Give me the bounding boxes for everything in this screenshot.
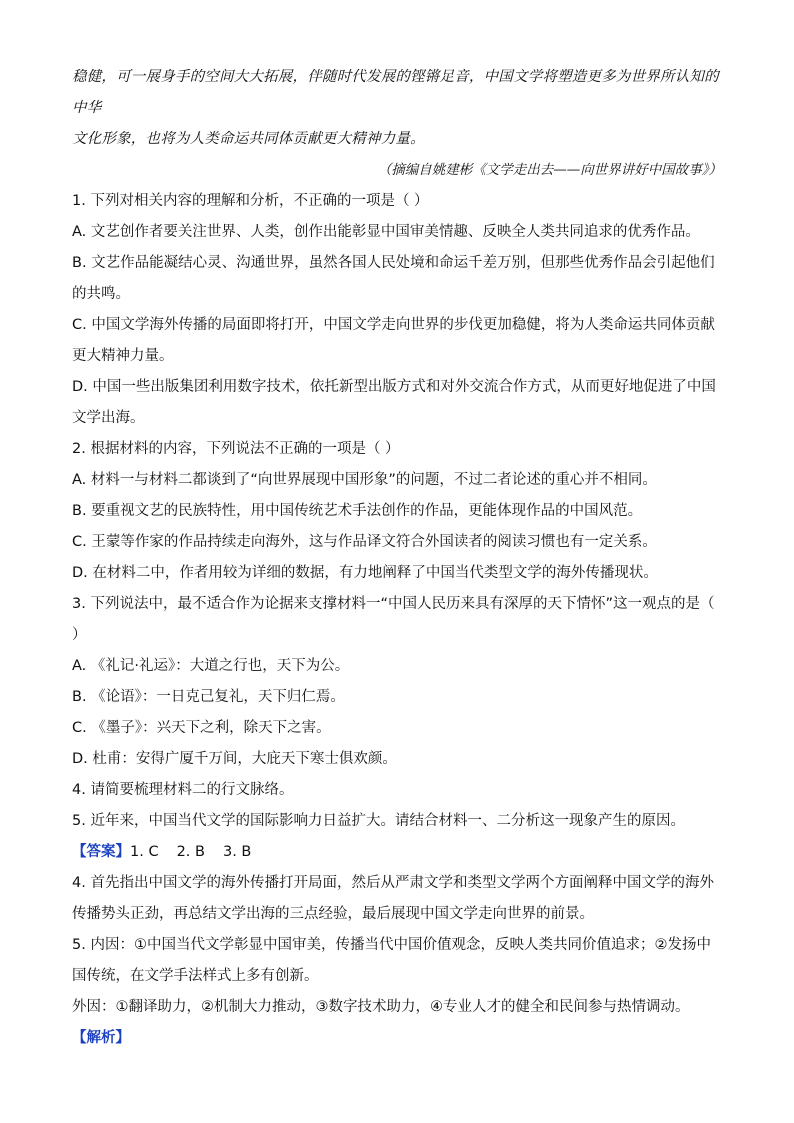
option-b: B. 文艺作品能凝结心灵、沟通世界，虽然各国人民处境和命运千差万别，但那些优秀作品会引起他们的共鸣。 <box>72 255 715 302</box>
option-d: D. 在材料二中，作者用较为详细的数据，有力地阐释了中国当代类型文学的海外传播现状。 <box>72 565 658 581</box>
option-b: B. 《论语》：一日克己复礼，天下归仁焉。 <box>72 689 345 705</box>
analysis-section <box>72 1023 722 1054</box>
option-c: C. 中国文学海外传播的局面即将打开，中国文学走向世界的步伐更加稳健，将为人类命运共同体贡献更大精神力量。 <box>72 317 715 364</box>
question-stem: 4. 请简要梳理材料二的行文脉络。 <box>72 782 294 798</box>
question-stem: 2. 根据材料的内容，下列说法不正确的一项是（ ） <box>72 441 400 457</box>
question-stem: 5. 近年来，中国当代文学的国际影响力日益扩大。请结合材料一、二分析这一现象产生的原因。 <box>72 813 685 829</box>
document-content <box>72 62 722 1054</box>
answer-summary <box>72 837 722 868</box>
option-c: C. 《墨子》：兴天下之利，除天下之害。 <box>72 720 331 736</box>
question-2 <box>72 434 722 589</box>
answer-q4: 4. 首先指出中国文学的海外传播打开局面，然后从严肃文学和类型文学两个方面阐释中国文学的海外传播势头正劲，再总结文学出海的三点经验，最后展现中国文学走向世界的前景。 <box>72 875 714 922</box>
option-d: D. 杜甫：安得广厦千万间，大庇天下寒士俱欢颜。 <box>72 751 397 767</box>
question-1 <box>72 186 722 434</box>
option-d: D. 中国一些出版集团利用数字技术，依托新型出版方式和对外交流合作方式，从而更好地促进了中国文学出海。 <box>72 379 716 426</box>
answer-q1: 1. C <box>130 844 159 860</box>
answer-q3: 3. B <box>222 844 252 860</box>
passage-source: （摘编自姚建彬《文学走出去——向世界讲好中国故事》） <box>377 162 722 178</box>
answer-tag: 【答案】 <box>72 844 130 860</box>
option-b: B. 要重视文艺的民族特性，用中国传统艺术手法创作的作品，更能体现作品的中国风范。 <box>72 503 643 519</box>
option-a: A. 材料一与材料二都谈到了“向世界展现中国形象”的问题，不过二者论述的重心并不相同。 <box>72 472 657 488</box>
passage-line: 稳健，可一展身手的空间大大拓展，伴随时代发展的铿锵足音，中国文学将塑造更多为世界所认知的中华 <box>72 69 719 116</box>
option-a: A. 《礼记·礼运》：大道之行也，天下为公。 <box>72 658 350 674</box>
passage-line: 文化形象，也将为人类命运共同体贡献更大精神力量。 <box>72 131 425 147</box>
answer-q5-internal: 5. 内因：①中国当代文学彰显中国审美，传播当代中国价值观念，反映人类共同价值追求；②发扬中国传统，在文学手法样式上多有创新。 <box>72 937 711 984</box>
question-5 <box>72 806 722 837</box>
option-c: C. 王蒙等作家的作品持续走向海外，这与作品译文符合外国读者的阅读习惯也有一定关系。 <box>72 534 657 550</box>
question-4 <box>72 775 722 806</box>
option-a: A. 文艺创作者要关注世界、人类，创作出能彰显中国审美情趣、反映全人类共同追求的优秀作品。 <box>72 224 700 240</box>
answer-q5-external: 外因：①翻译助力，②机制大力推动，③数字技术助力，④专业人才的健全和民间参与热情调动。 <box>72 999 690 1015</box>
answer-section <box>72 837 722 1023</box>
question-stem: 3. 下列说法中，最不适合作为论据来支撑材料一“中国人民历来具有深厚的天下情怀”这一观点的是（ ） <box>72 596 715 643</box>
analysis-tag: 【解析】 <box>72 1030 130 1046</box>
question-3 <box>72 589 722 775</box>
answer-q2: 2. B <box>176 844 205 860</box>
question-stem: 1. 下列对相关内容的理解和分析，不正确的一项是（ ） <box>72 193 429 209</box>
answer-values <box>130 844 269 860</box>
